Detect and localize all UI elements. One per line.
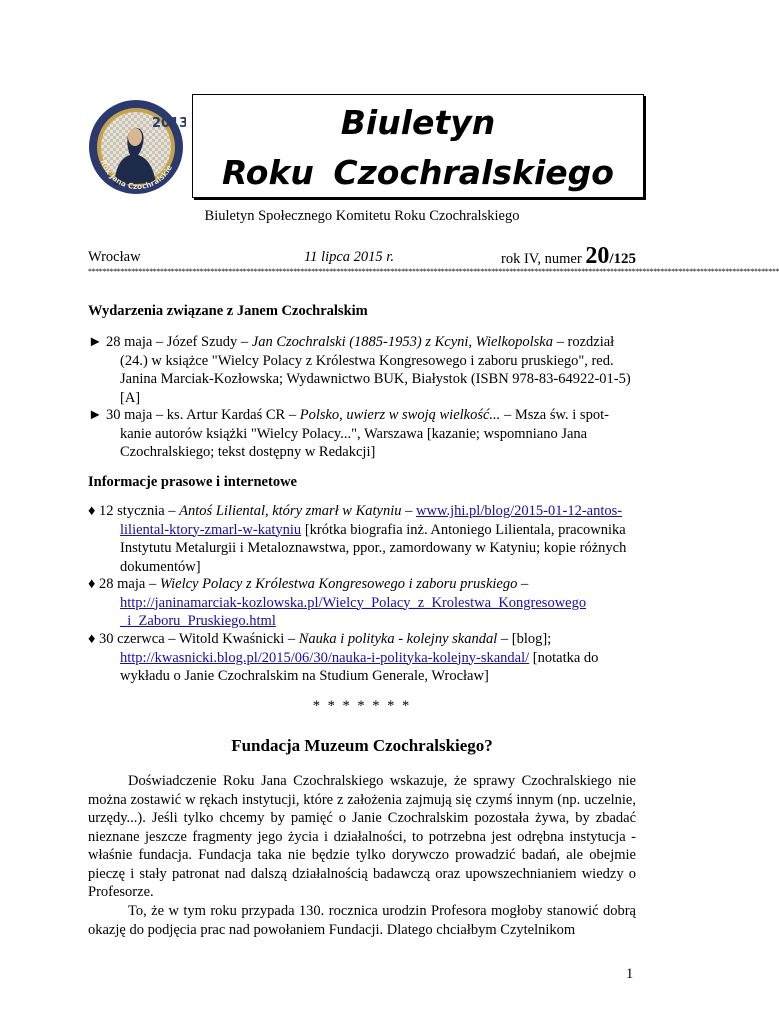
press-title: Antoś Liliental, który zmarł w Katyniu bbox=[179, 503, 402, 519]
press-link[interactable]: http://janinamarciak-kozlowska.pl/Wielcy_Polacy_z_Krolestwa_Kongresowego bbox=[120, 594, 587, 611]
title-line-2: Roku Czochralskiego bbox=[222, 153, 614, 192]
event-item: ► 28 maja – Józef Szudy – Jan Czochralski (1885-1953) z Kcyni, Wielkopolska – rozdział (24.) w książce "Wielcy Polacy z Królestwa Kongresowego i zaboru pruskiego", red. Janina Marciak-Kozłowska; Wydawnictwo BUK, Białystok (ISBN 978-83-64922-01-5) [A] bbox=[88, 334, 631, 406]
title-line-1: Biuletyn bbox=[340, 103, 496, 142]
title-box bbox=[192, 94, 644, 198]
event-item: ► 30 maja – ks. Artur Kardaś CR – Polsko, uwierz w swoją wielkość... – Msza św. i spot- kanie autorów książki "Wielcy Polacy...", Warszawa [kazanie; wspomniano Jana Czochralskiego; tekst dostępny w Redakcji] bbox=[88, 407, 609, 460]
logo-ring-text: Rok Jana Czochralskie bbox=[98, 158, 174, 192]
press-link[interactable]: www.jhi.pl/blog/2015-01-12-antos- bbox=[416, 503, 623, 519]
press-item: ♦ 28 maja – Wielcy Polacy z Królestwa Kongresowego i zaboru pruskiego – http://janinamarciak-kozlowska.pl/Wielcy_Polacy_z_Krolestwa_Kongresowego _i_Zaboru_Pruskiego.html bbox=[88, 576, 587, 629]
event-title: Jan Czochralski (1885-1953) z Kcyni, Wielkopolska bbox=[251, 334, 553, 350]
press-title: Wielcy Polacy z Królestwa Kongresowego i zaboru pruskiego bbox=[159, 576, 518, 592]
separator: * * * * * * * bbox=[312, 698, 412, 714]
body-paragraph: To, że w tym roku przypada 130. rocznica urodzin Profesora mogłoby stanowić dobrą okazję do podjęcia prac nad powołaniem Fundacji. Dlatego chciałbym Czytelnikom bbox=[88, 903, 636, 938]
dateline-city: Wrocław bbox=[88, 249, 141, 265]
section-heading-press: Informacje prasowe i internetowe bbox=[88, 474, 297, 490]
logo-emblem bbox=[86, 97, 186, 197]
press-link-continued[interactable]: liliental-ktory-zmarl-w-katyniu bbox=[120, 521, 302, 538]
arrow-bullet-icon: ► bbox=[88, 407, 103, 423]
issue-total: /125 bbox=[609, 251, 636, 267]
event-title: Polsko, uwierz w swoją wielkość... bbox=[299, 407, 501, 423]
issue-info bbox=[501, 243, 636, 270]
section-heading-events: Wydarzenia związane z Janem Czochralskim bbox=[88, 303, 368, 319]
page-number: 1 bbox=[626, 966, 634, 982]
press-item: ♦ 30 czerwca – Witold Kwaśnicki – Nauka i polityka - kolejny skandal – [blog]; http://kwasnicki.blog.pl/2015/06/30/nauka-i-polityka-kolejny-skandal/ [notatka do wykładu o Janie Czochralskim na Studium Generale, Wrocław] bbox=[88, 631, 599, 684]
dateline-date: 11 lipca 2015 r. bbox=[304, 249, 394, 265]
section-heading-foundation: Fundacja Muzeum Czochralskiego? bbox=[231, 736, 493, 755]
issue-number: 20 bbox=[585, 243, 610, 269]
press-item: ♦ 12 stycznia – Antoś Liliental, który zmarł w Katyniu – www.jhi.pl/blog/2015-01-12-antos- liliental-ktory-zmarl-w-katyniu [krótka biografia inż. Antoniego Lilientala, pracownika Instytutu Metalurgii i Metaloznawstwa, ppor., zamordowany w Katyniu; kopie różnych dokumentów] bbox=[88, 503, 627, 575]
subtitle: Biuletyn Społecznego Komitetu Roku Czochralskiego bbox=[204, 208, 520, 224]
diamond-bullet-icon: ♦ bbox=[88, 503, 96, 519]
asterisk-divider: ************************************************************************************************************************************************************************************************ bbox=[88, 267, 779, 276]
diamond-bullet-icon: ♦ bbox=[88, 631, 96, 647]
issue-prefix: rok IV, numer bbox=[501, 251, 582, 267]
press-link-continued[interactable]: _i_Zaboru_Pruskiego.html bbox=[120, 613, 276, 629]
press-link[interactable]: http://kwasnicki.blog.pl/2015/06/30/nauka-i-polityka-kolejny-skandal/ bbox=[120, 649, 530, 666]
body-paragraph: Doświadczenie Roku Jana Czochralskiego wskazuje, że sprawy Czochralskiego nie można zostawić w rękach instytucji, które z założenia zajmują się czymś innym (np. uczelnie, urzędy...). Jeśli tylko chcemy by pamięć o Janie Czochralskim pozostała żywa, by zbadać nieznane jeszcze fragmenty jego życia i działalności, to potrzebna jest odrębna instytucja - właśnie fundacja. Fundacja taka nie będzie tylko dorywczo prowadzić badań, ale obejmie pieczę i stały patronat nad dalszą działalnością badawczą oraz upowszechnianiem wiedzy o Profesorze. bbox=[88, 773, 636, 900]
press-title: Nauka i polityka - kolejny skandal bbox=[298, 631, 498, 647]
diamond-bullet-icon: ♦ bbox=[88, 576, 96, 592]
logo-year: 2013 bbox=[152, 116, 186, 131]
arrow-bullet-icon: ► bbox=[88, 334, 103, 350]
logo bbox=[86, 97, 186, 197]
